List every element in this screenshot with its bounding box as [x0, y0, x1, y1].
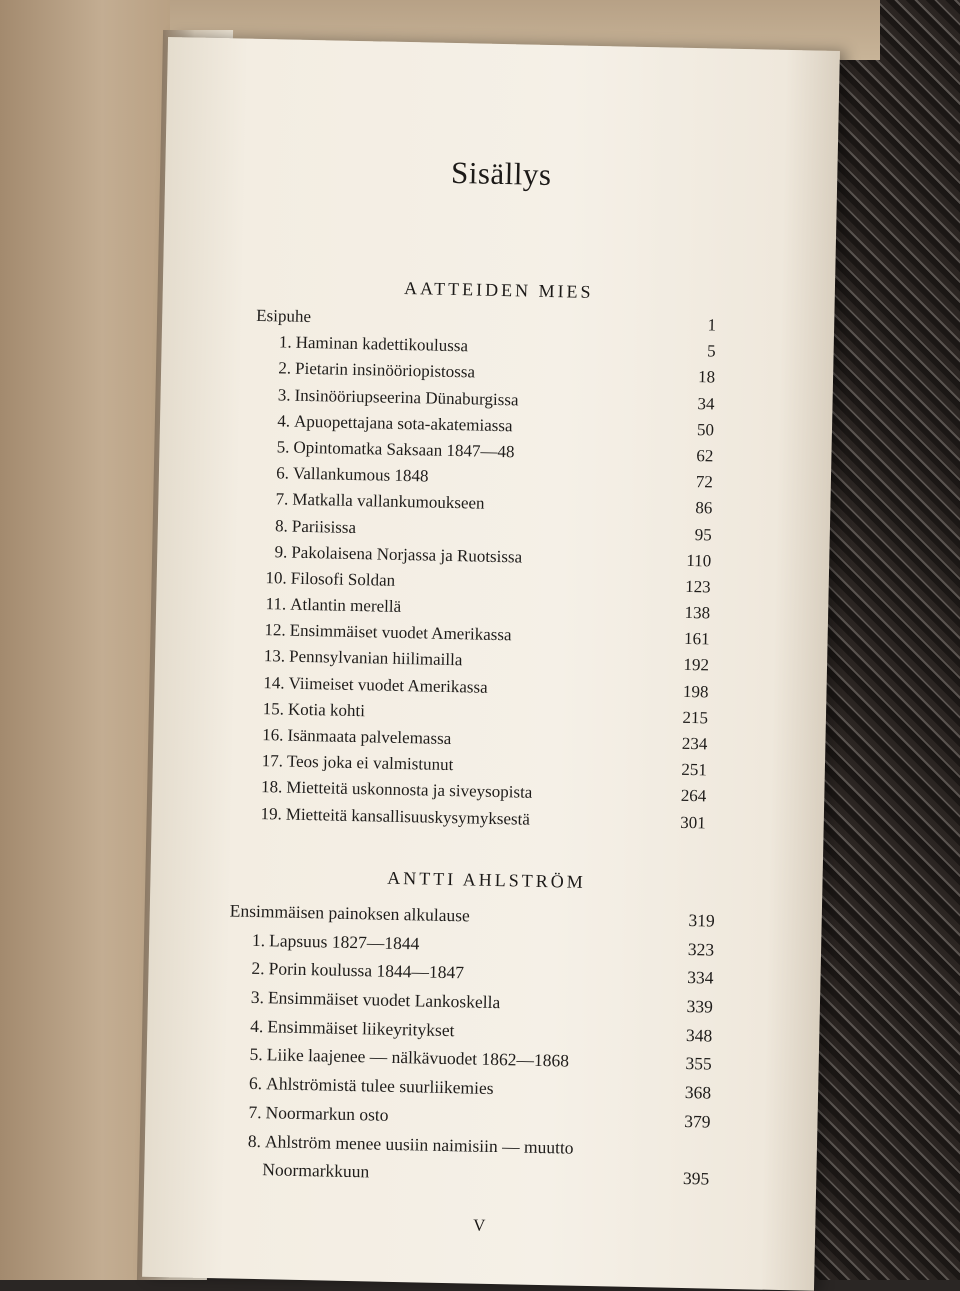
- toc-entry-number: 8.: [247, 1130, 262, 1151]
- toc-entry-number: 9.: [274, 541, 288, 562]
- page-title: Sisällys: [450, 154, 552, 193]
- toc-entry-title: Noormarkun osto: [265, 1102, 389, 1125]
- toc-entry-number: 16.: [262, 725, 284, 745]
- toc-entry-number: 3.: [250, 986, 265, 1008]
- toc-entry-number: 6.: [276, 463, 290, 483]
- toc-entry-title: Ensimmäiset liikeyritykset: [267, 1016, 455, 1040]
- toc-entry-title: Pietarin insinööriopistossa: [294, 359, 476, 382]
- toc-entry-page: 339: [686, 996, 714, 1017]
- toc-entry-number: 5.: [276, 437, 290, 457]
- toc-entry-title: Noormarkkuun: [262, 1159, 370, 1182]
- toc-entry-page: 5: [706, 341, 716, 361]
- toc-entry-number: 10.: [265, 567, 287, 588]
- toc-entry-number: 7.: [248, 1101, 262, 1122]
- page-folio: V: [472, 1215, 486, 1235]
- toc-entry-page: 323: [687, 938, 715, 960]
- toc-entry-title: Lapsuus 1827—1844: [268, 929, 420, 954]
- toc-entry-page: 301: [680, 812, 706, 832]
- toc-entry-title: Viimeiset vuodet Amerikassa: [288, 673, 488, 697]
- toc-entry-title: Ahlström menee uusiin naimisiin — muutto: [264, 1130, 574, 1158]
- toc-entry-page: 138: [684, 602, 711, 623]
- toc-entry-number: 11.: [265, 594, 287, 614]
- toc-entry-number: 2.: [278, 358, 292, 378]
- toc-entry-page: 34: [697, 393, 715, 414]
- toc-entry-page: 348: [685, 1024, 713, 1046]
- toc-entry-title: Liike laajenee — nälkävuodet 1862—1868: [266, 1044, 570, 1072]
- toc-entry-title: Apuopettajana sota-akatemiassa: [293, 411, 513, 436]
- toc-entry-number: 15.: [262, 698, 285, 719]
- toc-entry-page: 355: [685, 1053, 712, 1075]
- toc-entry-number: 7.: [275, 489, 289, 509]
- toc-entry-number: 6.: [248, 1073, 263, 1094]
- toc-entry-page: 1: [707, 315, 717, 335]
- toc-entry-title: Kotia kohti: [287, 699, 366, 721]
- toc-entry-page: 18: [697, 367, 716, 387]
- toc-entry-page: 264: [680, 786, 707, 806]
- toc-entry-number: 14.: [263, 672, 285, 693]
- toc-entry-number: 4.: [277, 411, 291, 431]
- toc-entry-page: 368: [684, 1082, 712, 1103]
- toc-entry-number: 19.: [260, 803, 283, 824]
- toc-entry-page: 123: [684, 576, 711, 597]
- toc-list-aatteiden-mies: [256, 303, 717, 836]
- toc-entry-title: Teos joka ei valmistunut: [286, 751, 454, 775]
- toc-entry-page: 192: [683, 655, 710, 675]
- toc-entry-page: 198: [682, 681, 709, 702]
- toc-entry-title: Mietteitä kansallisuuskysymyksestä: [285, 804, 531, 829]
- toc-entry-title: Opintomatka Saksaan 1847—48: [293, 437, 515, 462]
- toc-entry-page: 110: [686, 550, 712, 571]
- toc-entry-page: 395: [682, 1168, 710, 1189]
- toc-entry-page: 62: [696, 446, 714, 466]
- section-heading-antti-ahlstrom: ANTTI AHLSTRÖM: [387, 867, 586, 892]
- toc-entry-page: 251: [681, 760, 708, 780]
- toc-entry-number: 1.: [278, 332, 292, 352]
- toc-entry-title: Isänmaata palvelemassa: [287, 725, 452, 749]
- toc-entry-title: Pariisissa: [291, 516, 357, 537]
- toc-entry-page: 72: [695, 472, 714, 492]
- book-page: [142, 37, 840, 1291]
- toc-entry-title: Atlantin merellä: [290, 594, 402, 617]
- toc-entry-title: Esipuhe: [256, 305, 312, 327]
- toc-entry-title: Ensimmäiset vuodet Lankoskella: [267, 987, 501, 1013]
- toc-entry-number: 1.: [251, 929, 266, 950]
- toc-entry-page: 161: [683, 629, 710, 649]
- section-heading-aatteiden-mies: AATTEIDEN MIES: [403, 277, 594, 302]
- toc-entry-page: 95: [694, 524, 712, 544]
- toc-entry-number: 2.: [251, 958, 265, 979]
- toc-entry-page: 86: [695, 498, 713, 518]
- toc-entry-number: 18.: [260, 777, 283, 797]
- toc-entry-page: 234: [681, 733, 708, 754]
- toc-entry-number: 8.: [274, 515, 289, 536]
- toc-entry-page: 334: [687, 967, 714, 988]
- toc-entry-number: 17.: [261, 751, 284, 771]
- toc-entry-title: Ensimmäiset vuodet Amerikassa: [289, 620, 512, 645]
- toc-entry-number: 12.: [264, 620, 286, 640]
- toc-entry-number: 4.: [250, 1015, 264, 1036]
- toc-entry-title: Ahlströmistä tulee suurliikemies: [265, 1073, 494, 1099]
- toc-entry-title: Vallankumous 1848: [292, 463, 429, 486]
- toc-entry-number: 13.: [263, 646, 286, 666]
- toc-entry-page: 319: [688, 910, 715, 931]
- toc-entry-title: Mietteitä uskonnosta ja siveysopista: [286, 777, 533, 803]
- toc-entry-title: Matkalla vallankumoukseen: [292, 489, 485, 514]
- toc-entry-title: Haminan kadettikoulussa: [295, 332, 469, 356]
- toc-entry-number: 5.: [249, 1044, 263, 1065]
- toc-entry-title: Insinööriupseerina Dünaburgissa: [294, 385, 519, 409]
- toc-entry-title: Pennsylvanian hiilimailla: [288, 647, 463, 670]
- toc-entry-page: 50: [696, 419, 715, 440]
- toc-list-antti-ahlstrom: [229, 897, 715, 1194]
- toc-entry-page: 379: [684, 1110, 711, 1132]
- toc-entry-title: Porin koulussa 1844—1847: [268, 958, 465, 983]
- toc-entry-number: 3.: [277, 384, 291, 405]
- toc-entry-page: 215: [682, 707, 709, 728]
- toc-entry-title: Filosofi Soldan: [290, 568, 396, 590]
- toc-entry-title: Ensimmäisen painoksen alkulause: [229, 900, 471, 926]
- toc-entry-title: Pakolaisena Norjassa ja Ruotsissa: [291, 542, 523, 567]
